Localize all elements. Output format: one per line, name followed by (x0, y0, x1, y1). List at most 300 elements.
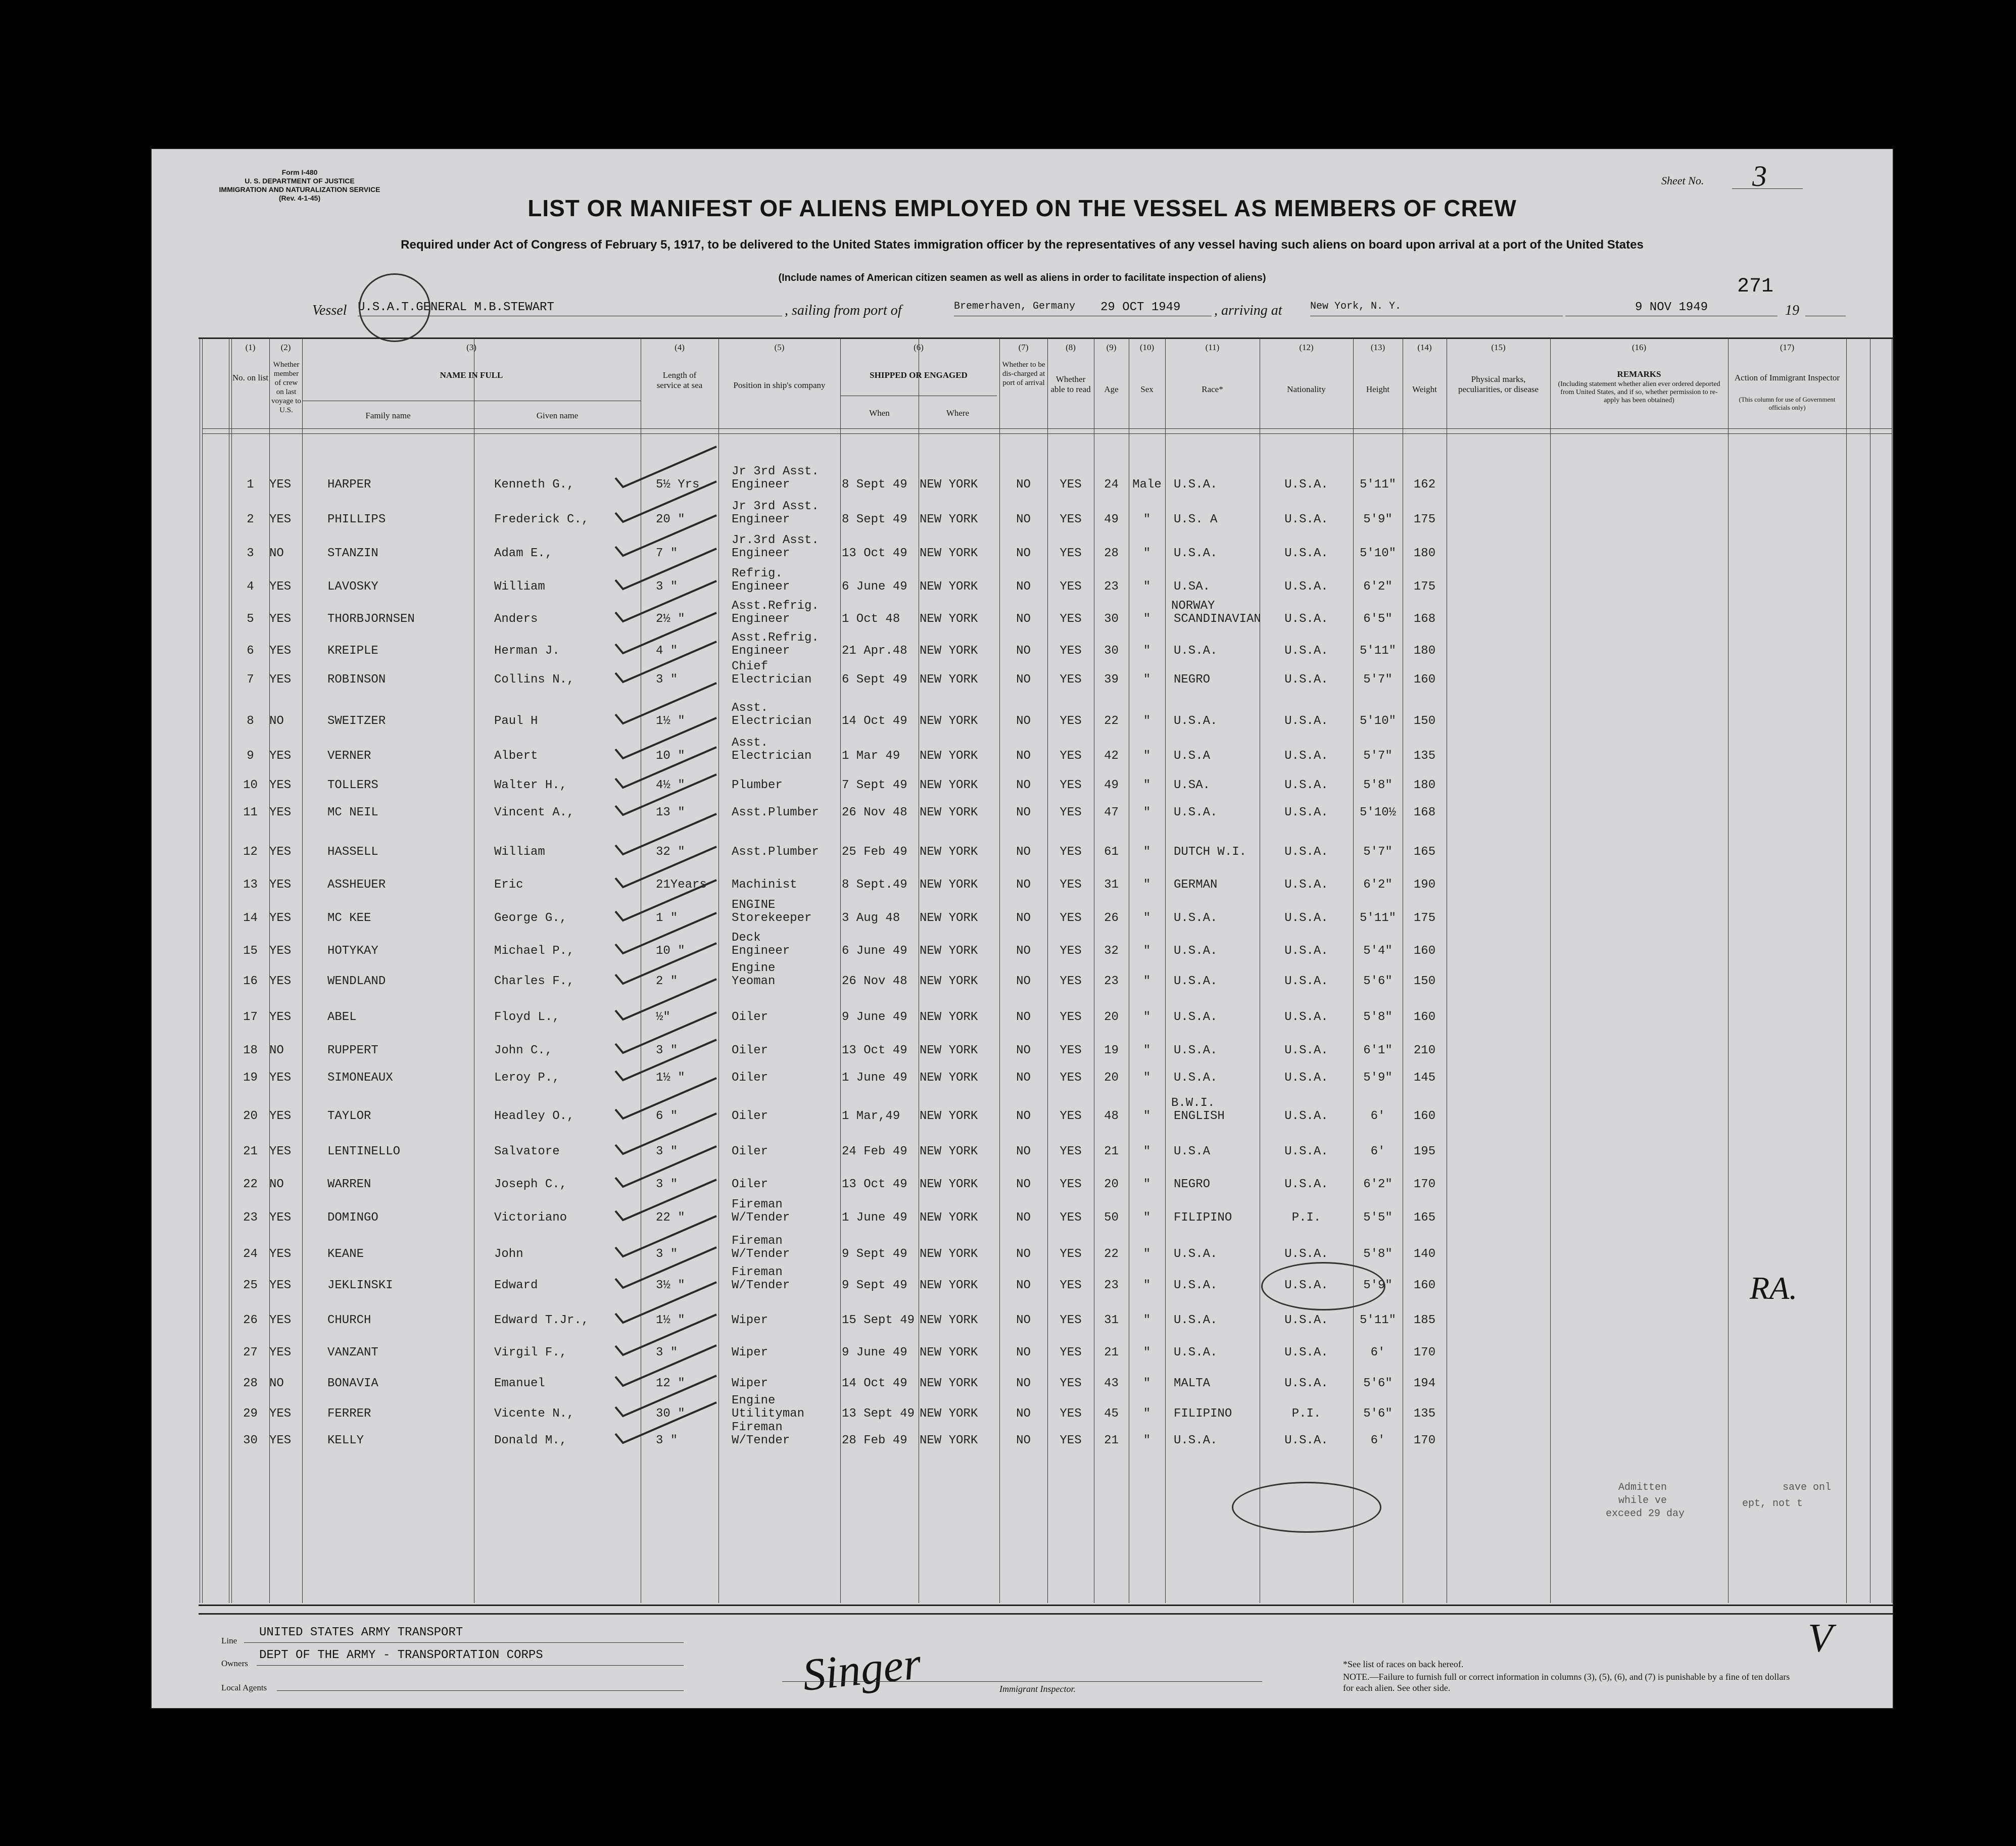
cell-weight: 180 (1413, 779, 1436, 792)
cell-member: YES (269, 1434, 292, 1447)
cell-when: 14 Oct 49 (842, 1377, 907, 1390)
cell-age: 24 (1104, 478, 1119, 492)
cell-read: YES (1060, 1109, 1082, 1123)
cell-read: YES (1060, 1314, 1082, 1327)
cell-no: 6 (247, 644, 254, 658)
cell-read: YES (1060, 1247, 1082, 1261)
cell-height: 5'11" (1359, 911, 1396, 925)
cell-read: YES (1060, 644, 1082, 658)
cell-member: YES (269, 975, 292, 988)
cell-no: 5 (247, 612, 254, 626)
cell-nat: U.S.A. (1284, 1145, 1328, 1158)
cell-disch: NO (1016, 1247, 1031, 1261)
cell-position-line1: ENGINE (732, 898, 776, 912)
cell-where: NEW YORK (920, 1010, 978, 1024)
cell-sex: " (1143, 1279, 1151, 1292)
vessel-label: Vessel (312, 303, 347, 318)
cell-when: 8 Sept.49 (842, 878, 907, 892)
check-mark-stroke (615, 1180, 716, 1220)
cell-member: YES (269, 513, 292, 526)
cell-nat: U.S.A. (1284, 749, 1328, 763)
cell-family: BONAVIA (327, 1377, 378, 1390)
check-mark-stroke (615, 581, 716, 621)
cell-given: Edward (494, 1279, 538, 1292)
cell-family: CHURCH (327, 1314, 371, 1327)
cell-weight: 135 (1413, 1407, 1436, 1421)
cell-disch: NO (1016, 714, 1031, 728)
cell-disch: NO (1016, 547, 1031, 560)
cell-where: NEW YORK (920, 845, 978, 859)
cell-age: 23 (1104, 975, 1119, 988)
cell-no: 7 (247, 673, 254, 687)
cell-position-line2: Oiler (732, 1044, 769, 1057)
sheet-number-label: Sheet No. (1661, 174, 1704, 187)
action-text-1: save onl (1783, 1482, 1832, 1493)
cell-height: 5'6" (1363, 975, 1393, 988)
cell-age: 20 (1104, 1071, 1119, 1085)
cell-sex: " (1143, 513, 1151, 526)
check-mark-stroke (615, 515, 716, 556)
cell-sex: Male (1132, 478, 1162, 492)
col-position: Position in ship's company (733, 380, 826, 390)
check-mark-stroke (615, 979, 716, 1019)
cell-where: NEW YORK (920, 878, 978, 892)
cell-when: 24 Feb 49 (842, 1145, 907, 1158)
cell-height: 5'10" (1359, 714, 1396, 728)
cell-family: DOMINGO (327, 1211, 378, 1225)
cell-position-line1: Engine (732, 961, 776, 975)
cell-position-line2: Oiler (732, 1145, 769, 1158)
cell-age: 49 (1104, 779, 1119, 792)
cell-family: LENTINELLO (327, 1145, 401, 1158)
cell-weight: 165 (1413, 1211, 1436, 1225)
cell-service: 10 " (656, 944, 685, 958)
cell-race-line2: U.S.A. (1174, 944, 1218, 958)
remark-text-2: while ve (1618, 1495, 1667, 1507)
cell-weight: 190 (1413, 878, 1436, 892)
cell-height: 5'9" (1363, 1071, 1393, 1085)
cell-no: 22 (243, 1178, 258, 1191)
cell-given: Paul H (494, 714, 538, 728)
cell-family: STANZIN (327, 547, 378, 560)
cell-height: 6'2" (1363, 1178, 1393, 1191)
cell-race-line2: U.S.A. (1174, 975, 1218, 988)
cell-sex: " (1143, 749, 1151, 763)
cell-when: 15 Sept 49 (842, 1314, 915, 1327)
cell-height: 5'6" (1363, 1377, 1393, 1390)
cell-no: 11 (243, 806, 258, 819)
cell-service: 4 " (656, 644, 678, 658)
cell-position-line2: Electrician (732, 749, 812, 763)
cell-when: 21 Apr.48 (842, 644, 907, 658)
cell-race-line2: U.S.A. (1174, 644, 1218, 658)
cell-given: Michael P., (494, 944, 574, 958)
cell-disch: NO (1016, 1407, 1031, 1421)
cell-age: 30 (1104, 612, 1119, 626)
cell-read: YES (1060, 975, 1082, 988)
cell-nat: U.S.A. (1284, 845, 1328, 859)
cell-member: YES (269, 1071, 292, 1085)
cell-read: YES (1060, 714, 1082, 728)
cell-where: NEW YORK (920, 749, 978, 763)
cell-given: John C., (494, 1044, 553, 1057)
cell-race-line2: U.S.A. (1174, 1247, 1218, 1261)
cell-position-line2: Wiper (732, 1346, 769, 1359)
cell-when: 8 Sept 49 (842, 478, 907, 492)
cell-no: 16 (243, 975, 258, 988)
cell-nat: U.S.A. (1284, 1071, 1328, 1085)
cell-member: YES (269, 806, 292, 819)
cell-weight: 160 (1413, 1109, 1436, 1123)
cell-nat: U.S.A. (1284, 1314, 1328, 1327)
races-note: *See list of races on back hereof. (1343, 1659, 1464, 1669)
cell-sex: " (1143, 1314, 1151, 1327)
cell-height: 6'5" (1363, 612, 1393, 626)
col-family-name: Family name (365, 411, 411, 420)
check-mark-stroke (615, 1113, 716, 1154)
cell-disch: NO (1016, 612, 1031, 626)
check-mark-stroke (615, 1040, 716, 1080)
cell-position-line1: Jr.3rd Asst. (732, 533, 819, 547)
cell-position-line1: Asst. (732, 701, 769, 715)
check-mark-stroke (615, 549, 716, 589)
cell-race-line2: U.S. A (1174, 513, 1218, 526)
cell-disch: NO (1016, 944, 1031, 958)
cell-where: NEW YORK (920, 673, 978, 687)
cell-disch: NO (1016, 1109, 1031, 1123)
cell-disch: NO (1016, 1346, 1031, 1359)
col-given-name: Given name (536, 411, 579, 420)
cell-nat: P.I. (1291, 1407, 1321, 1421)
col-when: When (869, 408, 890, 418)
cell-when: 1 Oct 48 (842, 612, 900, 626)
cell-age: 31 (1104, 878, 1119, 892)
cell-when: 6 June 49 (842, 944, 907, 958)
cell-sex: " (1143, 944, 1151, 958)
cell-member: YES (269, 749, 292, 763)
cell-position-line1: Asst.Refrig. (732, 599, 819, 613)
cell-read: YES (1060, 944, 1082, 958)
cell-service: 1½ " (656, 714, 685, 728)
cell-position-line1: Fireman (732, 1234, 783, 1248)
cell-read: YES (1060, 1071, 1082, 1085)
cell-position-line2: Engineer (732, 478, 790, 492)
cell-when: 1 June 49 (842, 1211, 907, 1225)
cell-nat: U.S.A. (1284, 673, 1328, 687)
cell-race-line1: NORWAY (1171, 599, 1215, 613)
cell-member: YES (269, 612, 292, 626)
cell-position-line2: Electrician (732, 673, 812, 687)
cell-disch: NO (1016, 1071, 1031, 1085)
cell-age: 50 (1104, 1211, 1119, 1225)
cell-where: NEW YORK (920, 1314, 978, 1327)
cell-weight: 150 (1413, 714, 1436, 728)
cell-given: Albert (494, 749, 538, 763)
cell-nat: U.S.A. (1284, 1346, 1328, 1359)
remark-text-1: Admitten (1618, 1482, 1667, 1493)
cell-family: WENDLAND (327, 975, 386, 988)
cell-disch: NO (1016, 749, 1031, 763)
check-mark-stroke (615, 683, 716, 723)
cell-service: 10 " (656, 749, 685, 763)
inspector-initials: RA. (1750, 1270, 1798, 1306)
cell-race-line2: U.SA. (1174, 779, 1211, 792)
cell-weight: 170 (1413, 1434, 1436, 1447)
cell-where: NEW YORK (920, 1247, 978, 1261)
cell-read: YES (1060, 878, 1082, 892)
cell-position-line2: Oiler (732, 1109, 769, 1123)
cell-when: 26 Nov 48 (842, 975, 907, 988)
cell-nat: U.S.A. (1284, 1247, 1328, 1261)
cell-position-line2: Electrician (732, 714, 812, 728)
cell-service: 12 " (656, 1377, 685, 1390)
cell-member: YES (269, 1346, 292, 1359)
cell-service: 6 " (656, 1109, 678, 1123)
col-remarks-note: (Including statement whether alien ever ordered deported from United States, and if so, whether permission to re-apply has been obtained) (1558, 380, 1720, 404)
sailing-label: , sailing from port of (785, 303, 902, 318)
cell-race-line2: U.S.A (1174, 749, 1211, 763)
cell-nat: U.S.A. (1284, 547, 1328, 560)
cell-read: YES (1060, 1178, 1082, 1191)
cell-service: 3 " (656, 673, 678, 687)
arriving-port: New York, N. Y. (1310, 301, 1563, 316)
cell-given: Leroy P., (494, 1071, 560, 1085)
cell-nat: U.S.A. (1284, 478, 1328, 492)
cell-sex: " (1143, 1407, 1151, 1421)
cell-sex: " (1143, 975, 1151, 988)
cell-where: NEW YORK (920, 1211, 978, 1225)
cell-when: 9 Sept 49 (842, 1247, 907, 1261)
cell-read: YES (1060, 580, 1082, 594)
cell-where: NEW YORK (920, 1044, 978, 1057)
cell-where: NEW YORK (920, 1109, 978, 1123)
cell-disch: NO (1016, 513, 1031, 526)
cell-weight: 168 (1413, 806, 1436, 819)
cell-sex: " (1143, 1071, 1151, 1085)
cell-disch: NO (1016, 478, 1031, 492)
cell-where: NEW YORK (920, 1346, 978, 1359)
check-mark-stroke (615, 774, 716, 815)
cell-race-line2: U.S.A. (1174, 1346, 1218, 1359)
cell-race-line2: NEGRO (1174, 673, 1211, 687)
cell-read: YES (1060, 845, 1082, 859)
check-mark-stroke (615, 880, 716, 920)
cell-no: 19 (243, 1071, 258, 1085)
cell-sex: " (1143, 644, 1151, 658)
cell-race-line2: NEGRO (1174, 1178, 1211, 1191)
cell-given: Vincent A., (494, 806, 574, 819)
department: U. S. DEPARTMENT OF JUSTICE (245, 177, 355, 185)
cell-race-line2: U.S.A. (1174, 1010, 1218, 1024)
cell-age: 47 (1104, 806, 1119, 819)
cell-weight: 170 (1413, 1178, 1436, 1191)
cell-height: 5'8" (1363, 779, 1393, 792)
cell-read: YES (1060, 1010, 1082, 1024)
cell-race-line2: U.S.A. (1174, 1044, 1218, 1057)
cell-nat: U.S.A. (1284, 612, 1328, 626)
arriving-label: , arriving at (1214, 303, 1282, 318)
check-mark-stroke (615, 1216, 716, 1256)
cell-disch: NO (1016, 673, 1031, 687)
cell-race-line2: ENGLISH (1174, 1109, 1225, 1123)
cell-member: YES (269, 673, 292, 687)
cell-member: NO (269, 714, 284, 728)
cell-height: 5'10" (1359, 547, 1396, 560)
reference-number: 271 (1737, 275, 1774, 298)
check-mark-stroke (615, 642, 716, 682)
cell-where: NEW YORK (920, 911, 978, 925)
cell-nat: U.S.A. (1284, 1377, 1328, 1390)
cell-no: 18 (243, 1044, 258, 1057)
cell-age: 20 (1104, 1178, 1119, 1191)
cell-age: 22 (1104, 714, 1119, 728)
cell-family: VERNER (327, 749, 371, 763)
cell-given: Virgil F., (494, 1346, 567, 1359)
cell-read: YES (1060, 1279, 1082, 1292)
cell-member: YES (269, 644, 292, 658)
cell-given: Floyd L., (494, 1010, 560, 1024)
cell-race-line2: U.S.A. (1174, 911, 1218, 925)
check-mark-stroke (615, 1282, 716, 1323)
cell-service: 2½ " (656, 612, 685, 626)
cell-weight: 180 (1413, 644, 1436, 658)
cell-position-line2: W/Tender (732, 1434, 790, 1447)
cell-where: NEW YORK (920, 580, 978, 594)
cell-family: TOLLERS (327, 779, 378, 792)
cell-position-line2: Engineer (732, 513, 790, 526)
cell-given: Edward T.Jr., (494, 1314, 589, 1327)
col-age: Age (1104, 384, 1119, 394)
cell-member: YES (269, 1145, 292, 1158)
cell-family: PHILLIPS (327, 513, 386, 526)
cell-where: NEW YORK (920, 1178, 978, 1191)
cell-weight: 165 (1413, 845, 1436, 859)
cell-disch: NO (1016, 1010, 1031, 1024)
cell-race-line2: FILIPINO (1174, 1407, 1232, 1421)
cell-weight: 194 (1413, 1377, 1436, 1390)
cell-no: 2 (247, 513, 254, 526)
cell-nat: U.S.A. (1284, 1434, 1328, 1447)
cell-height: 5'7" (1363, 749, 1393, 763)
cell-height: 5'9" (1363, 513, 1393, 526)
cell-weight: 140 (1413, 1247, 1436, 1261)
cell-read: YES (1060, 911, 1082, 925)
cell-family: THORBJORNSEN (327, 612, 415, 626)
cell-where: NEW YORK (920, 547, 978, 560)
cell-family: LAVOSKY (327, 580, 378, 594)
cell-when: 1 June 49 (842, 1071, 907, 1085)
check-mark-stroke (615, 718, 716, 758)
cell-height: 5'11" (1359, 478, 1396, 492)
cell-where: NEW YORK (920, 1071, 978, 1085)
cell-service: 3 " (656, 1178, 678, 1191)
cell-no: 8 (247, 714, 254, 728)
cell-age: 32 (1104, 944, 1119, 958)
cell-read: YES (1060, 673, 1082, 687)
col-action-note: (This column for use of Government officials only) (1739, 396, 1836, 411)
cell-family: KEANE (327, 1247, 364, 1261)
cell-member: YES (269, 1010, 292, 1024)
cell-weight: 160 (1413, 1279, 1436, 1292)
cell-sex: " (1143, 1434, 1151, 1447)
cell-given: George G., (494, 911, 567, 925)
cell-family: HASSELL (327, 845, 378, 859)
cell-family: VANZANT (327, 1346, 378, 1359)
cell-position-line2: Oiler (732, 1010, 769, 1024)
form-number: Form I-480 (281, 168, 318, 176)
col-action: Action of Immigrant Inspector (1734, 373, 1840, 382)
cell-age: 31 (1104, 1314, 1119, 1327)
cell-where: NEW YORK (920, 1377, 978, 1390)
cell-nat: U.S.A. (1284, 806, 1328, 819)
cell-disch: NO (1016, 845, 1031, 859)
sailing-port: Bremerhaven, Germany (954, 301, 1100, 316)
cell-weight: 135 (1413, 749, 1436, 763)
cell-given: Donald M., (494, 1434, 567, 1447)
cell-given: Frederick C., (494, 513, 589, 526)
cell-weight: 195 (1413, 1145, 1436, 1158)
inspector-label: Immigrant Inspector. (999, 1684, 1076, 1694)
cell-read: YES (1060, 749, 1082, 763)
cell-position-line1: Chief (732, 660, 769, 673)
cell-sex: " (1143, 1178, 1151, 1191)
cell-given: Walter H., (494, 779, 567, 792)
cell-service: 3 " (656, 580, 678, 594)
cell-member: YES (269, 1279, 292, 1292)
cell-weight: 160 (1413, 944, 1436, 958)
cell-member: YES (269, 1314, 292, 1327)
cell-height: 6' (1370, 1109, 1385, 1123)
cell-given: Vicente N., (494, 1407, 574, 1421)
cell-age: 21 (1104, 1145, 1119, 1158)
check-marks (151, 148, 1894, 1709)
cell-given: Salvatore (494, 1145, 560, 1158)
cell-when: 13 Oct 49 (842, 1044, 907, 1057)
cell-read: YES (1060, 1145, 1082, 1158)
cell-weight: 175 (1413, 513, 1436, 526)
cell-read: YES (1060, 513, 1082, 526)
cell-age: 28 (1104, 547, 1119, 560)
cell-disch: NO (1016, 1145, 1031, 1158)
cell-family: ASSHEUER (327, 878, 386, 892)
penalty-note: NOTE.—Failure to furnish full or correct information in columns (3), (5), (6), and (7) is punishable by a fine of ten dollars for each alien. See other side. (1343, 1672, 1790, 1693)
manifest-sheet: Form I-480 U. S. DEPARTMENT OF JUSTICE IMMIGRATION AND NATURALIZATION SERVICE (Rev. 4-1-45) Sheet No. 3 LIST OR MANIFEST OF ALIENS EMPLOYED ON THE VESSEL AS MEMBERS OF CREW Required under Act of Congress of February 5, 1917, to be delivered to the United States immigration officer by the representatives of any vessel having such aliens on board upon arrival at a port of the United States (Include names of American citizen seamen as well as aliens in order to facilitate inspection of aliens) 271 Vessel U.S.A.T.GENERAL M.B.STEWART , sailing from port of Bremerhaven, Germany 29 OCT 1949 , arriving at New York, N. Y. 9 NOV 1949 19 (1) (2) (3) (4) (5) (6) (7) (8) (9) (10) (11) (12) (13) (14) (15) (16) (17) No. on list Whether member of crew on last voyage to U.S. NAME IN FULL Family name Given name Length of service at sea Position in ship's company SHIPPED OR ENGAGED When Where Whether to be dis-charged at port of arrival Whether able to read Age Sex Race* Nationality Height Weight Physical marks, peculiarities, or disease REMARKS (Including statement whether alien ever ordered deported from United States, and if so, whether permission to re-apply has been obtained) Action of Immigrant Inspector (This column for use of Government officials only) 1 YES HARPER Kenneth G., 5½ Yrs 8 Sept 49 NEW YORK NO YES 24 Male U.S.A. 5'11" 162 Jr 3rd Asst. Engineer U.S.A. 2 YES PHILLIPS Frederick C., 20 " 8 Sept 49 NEW YORK NO YES 49 " U.S.A. 5'9" 175 Jr 3rd Asst. Engineer U.S. A 3 NO STANZIN Adam E., 7 " 13 Oct 49 NEW YORK NO YES 28 " U.S.A. 5'10" 180 Jr.3rd Asst. Engineer U.S.A. 4 YES LAVOSKY William 3 " 6 June 49 NEW YORK NO YES 23 " U.S.A. 6'2" 175 Refrig. Engineer U.SA. 5 YES THORBJORNSEN Anders 2½ " 1 Oct 48 NEW YORK NO YES 30 " U.S.A. 6'5" 168 Asst.Refrig. Engineer NORWAY SCANDINAVIAN 6 YES KREIPLE Herman J. 4 " 21 Apr.48 NEW YORK NO YES 30 " U.S.A. 5'11" 180 Asst.Refrig. Engineer U.S.A. 7 YES ROBINSON Collins N., 3 " 6 Sept 49 NEW YORK NO YES 39 " U.S.A. 5'7" 160 Chief Electrician NEGRO 8 NO SWEITZER Paul H 1½ " 14 Oct 49 NEW YORK NO YES 22 " U.S.A. 5'10" 150 Asst. Electrician U.S.A. 9 YES VERNER Albert 10 " 1 Mar 49 NEW YORK NO YES 42 " U.S.A. 5'7" 135 Asst. Electrician U.S.A 10 YES TOLLERS Walter H., 4½ " 7 Sept 49 NEW YORK NO YES 49 " U.S.A. 5'8" 180 Plumber U.SA. 11 YES MC NEIL Vincent A., 13 " 26 Nov 48 NEW YORK NO YES 47 " U.S.A. 5'10½ 168 Asst.Plumber U.S.A. 12 YES HASSELL William 32 " 25 Feb 49 NEW YORK NO YES 61 " U.S.A. 5'7" 165 Asst.Plumber DUTCH W.I. 13 YES ASSHEUER Eric 21Years 8 Sept.49 NEW YORK NO YES 31 " U.S.A. 6'2" 190 Machinist GERMAN 14 YES MC KEE George G., 1 " 3 Aug 48 NEW YORK NO YES 26 " U.S.A. 5'11" 175 ENGINE Storekeeper U.S.A. 15 YES HOTYKAY Michael P., 10 " 6 June 49 NEW YORK NO YES 32 " U.S.A. 5'4" 160 Deck Engineer U.S.A. 16 YES WENDLAND Charles F., 2 " 26 Nov 48 NEW YORK NO YES 23 " U.S.A. 5'6" 150 Engine Yeoman U.S.A. 17 YES ABEL Floyd L., ½" 9 June 49 NEW YORK NO YES 20 " U.S.A. 5'8" 160 Oiler U.S.A. 18 NO RUPPERT John C., 3 " 13 Oct 49 NEW YORK NO YES 19 " U.S.A. 6'1" 210 Oiler U.S.A. 19 YES SIMONEAUX Leroy P., 1½ " 1 June 49 NEW YORK NO YES 20 " U.S.A. 5'9" 145 Oiler U.S.A. 20 YES TAYLOR Headley O., 6 " 1 Mar,49 NEW YORK NO YES 48 " U.S.A. 6' 160 Oiler B.W.I. ENGLISH 21 YES LENTINELLO Salvatore 3 " 24 Feb 49 NEW YORK NO YES 21 " U.S.A. 6' 195 Oiler U.S.A 22 NO WARREN Joseph C., 3 " 13 Oct 49 NEW YORK NO YES 20 " U.S.A. 6'2" 170 Oiler NEGRO 23 YES DOMINGO Victoriano 22 " 1 June 49 NEW YORK NO YES 50 " P.I. 5'5" 165 Fireman W/Tender FILIPINO 24 YES KEANE John 3 " 9 Sept 49 NEW YORK NO YES 22 " U.S.A. 5'8" 140 Fireman W/Tender U.S.A. 25 YES JEKLINSKI Edward 3½ " 9 Sept 49 NEW YORK NO YES 23 " U.S.A. 5'9" 160 Fireman W/Tender U.S.A. 26 YES CHURCH Edward T.Jr., 1½ " 15 Sept 49 NEW YORK NO YES 31 " U.S.A. 5'11" 185 Wiper U.S.A. 27 YES VANZANT Virgil F., 3 " 9 June 49 NEW YORK NO YES 21 " U.S.A. 6' 170 Wiper U.S.A. 28 NO BONAVIA Emanuel 12 " 14 Oct 49 NEW YORK NO YES 43 " U.S.A. 5'6" 194 Wiper MALTA 29 YES FERRER Vicente N., 30 " 13 Sept 49 NEW YORK NO YES 45 " P.I. 5'6" 135 Engine Utilityman FILIPINO 30 YES KELLY Donald M., 3 " 28 Feb 49 NEW YORK NO YES 21 " U.S.A. 6' 170 Fireman W/Tender U.S.A. RA. Admitten while ve exceed 29 day save onl ept, not t Line UNITED STATES ARMY TRANSPORT Owners DEPT OF THE ARMY - TRANSPORTATION CORPS Local Agents Singer Immigrant Inspector. *See list of races on back hereof. NOTE.—Failure to furnish full or correct information in columns (3), (5), (6), and (7) is punishable by a fine of ten dollars for each alien. See other side. V (151, 148, 1894, 1709)
cell-service: 3 " (656, 1247, 678, 1261)
cell-family: FERRER (327, 1407, 371, 1421)
cell-sex: " (1143, 1346, 1151, 1359)
cell-service: 3 " (656, 1044, 678, 1057)
cell-position-line1: Fireman (732, 1266, 783, 1279)
cell-where: NEW YORK (920, 612, 978, 626)
cell-no: 21 (243, 1145, 258, 1158)
cell-where: NEW YORK (920, 1407, 978, 1421)
agents-label: Local Agents (221, 1683, 267, 1692)
cell-service: 20 " (656, 513, 685, 526)
cell-when: 7 Sept 49 (842, 779, 907, 792)
cell-age: 20 (1104, 1010, 1119, 1024)
cell-when: 9 June 49 (842, 1346, 907, 1359)
cell-given: Anders (494, 612, 538, 626)
cell-member: YES (269, 1211, 292, 1225)
cell-sex: " (1143, 1377, 1151, 1390)
cell-given: Victoriano (494, 1211, 567, 1225)
check-mark-stroke (615, 814, 716, 854)
cell-where: NEW YORK (920, 1279, 978, 1292)
cell-position-line2: Plumber (732, 779, 783, 792)
cell-height: 6' (1370, 1346, 1385, 1359)
cell-no: 23 (243, 1211, 258, 1225)
cell-sex: " (1143, 1044, 1151, 1057)
